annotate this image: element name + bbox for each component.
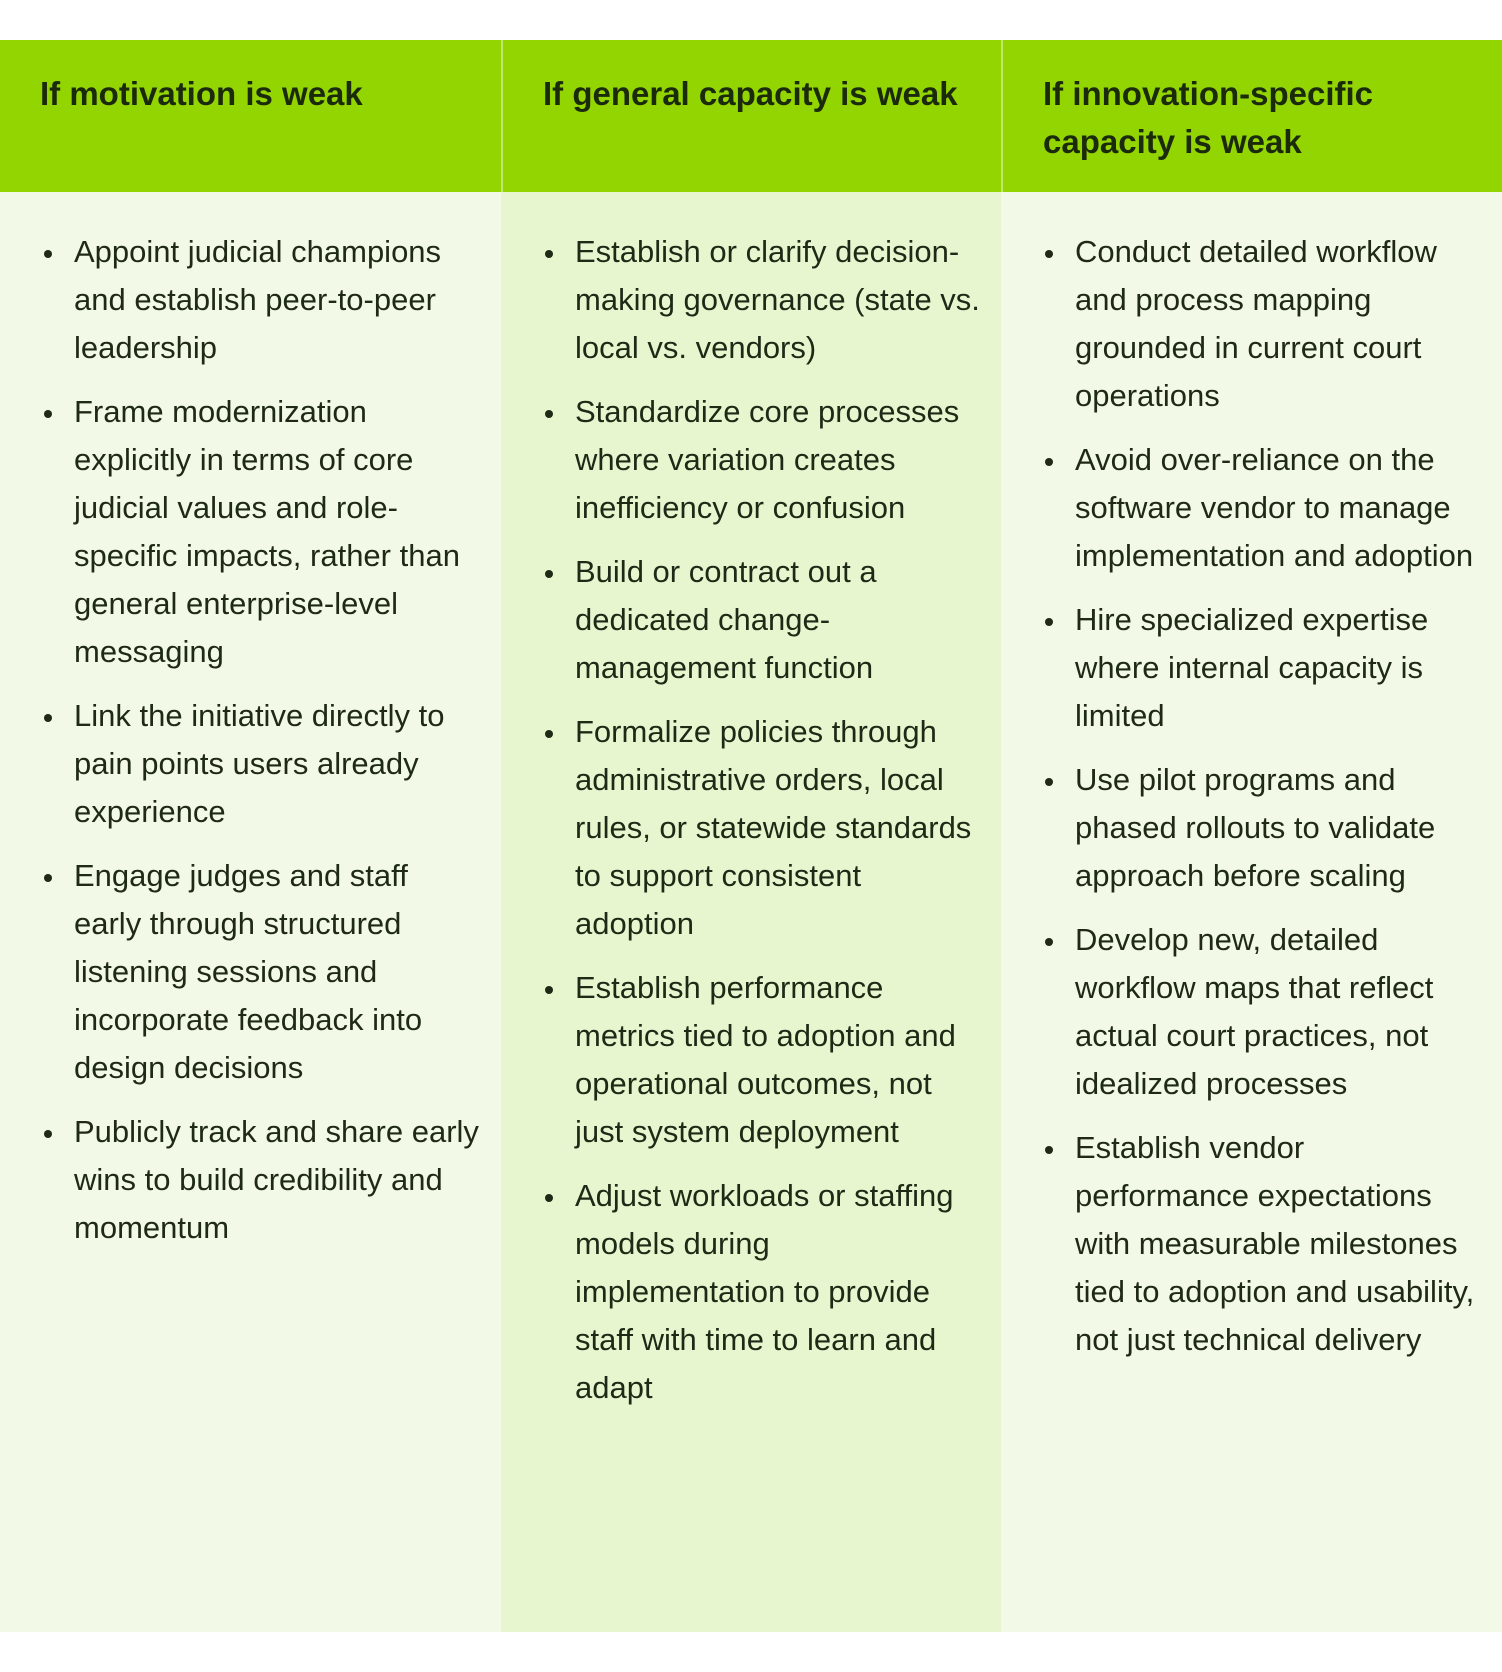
list-item: Link the initiative directly to pain points users already experience — [34, 692, 481, 836]
list-item: Hire specialized expertise where internal capacity is limited — [1035, 596, 1482, 740]
list-item: Frame modernization explicitly in terms of core judicial values and role-specific impacts, rather than general enterprise-level messaging — [34, 388, 481, 676]
list-item: Establish vendor performance expectations with measurable milestones tied to adoption and usability, not just technical delivery — [1035, 1124, 1482, 1364]
header-motivation: If motivation is weak — [0, 40, 501, 192]
column-general-capacity — [501, 192, 1001, 1632]
general-capacity-list — [535, 228, 981, 1412]
list-item: Engage judges and staff early through structured listening sessions and incorporate feedback into design decisions — [34, 852, 481, 1092]
motivation-list — [34, 228, 481, 1252]
innovation-capacity-list — [1035, 228, 1482, 1364]
list-item: Establish performance metrics tied to adoption and operational outcomes, not just system deployment — [535, 964, 981, 1156]
list-item: Adjust workloads or staffing models during implementation to provide staff with time to learn and adapt — [535, 1172, 981, 1412]
column-innovation-capacity — [1001, 192, 1502, 1632]
list-item: Establish or clarify decision-making governance (state vs. local vs. vendors) — [535, 228, 981, 372]
list-item: Formalize policies through administrative orders, local rules, or statewide standards to support consistent adoption — [535, 708, 981, 948]
list-item: Conduct detailed workflow and process mapping grounded in current court operations — [1035, 228, 1482, 420]
list-item: Appoint judicial champions and establish peer-to-peer leadership — [34, 228, 481, 372]
list-item: Build or contract out a dedicated change-management function — [535, 548, 981, 692]
list-item: Use pilot programs and phased rollouts to validate approach before scaling — [1035, 756, 1482, 900]
column-motivation — [0, 192, 501, 1632]
header-general-capacity: If general capacity is weak — [501, 40, 1001, 192]
list-item: Publicly track and share early wins to build credibility and momentum — [34, 1108, 481, 1252]
list-item: Develop new, detailed workflow maps that reflect actual court practices, not idealized processes — [1035, 916, 1482, 1108]
list-item: Avoid over-reliance on the software vendor to manage implementation and adoption — [1035, 436, 1482, 580]
header-innovation-capacity: If innovation-specific capacity is weak — [1001, 40, 1502, 192]
strategy-table — [0, 40, 1502, 1632]
list-item: Standardize core processes where variation creates inefficiency or confusion — [535, 388, 981, 532]
